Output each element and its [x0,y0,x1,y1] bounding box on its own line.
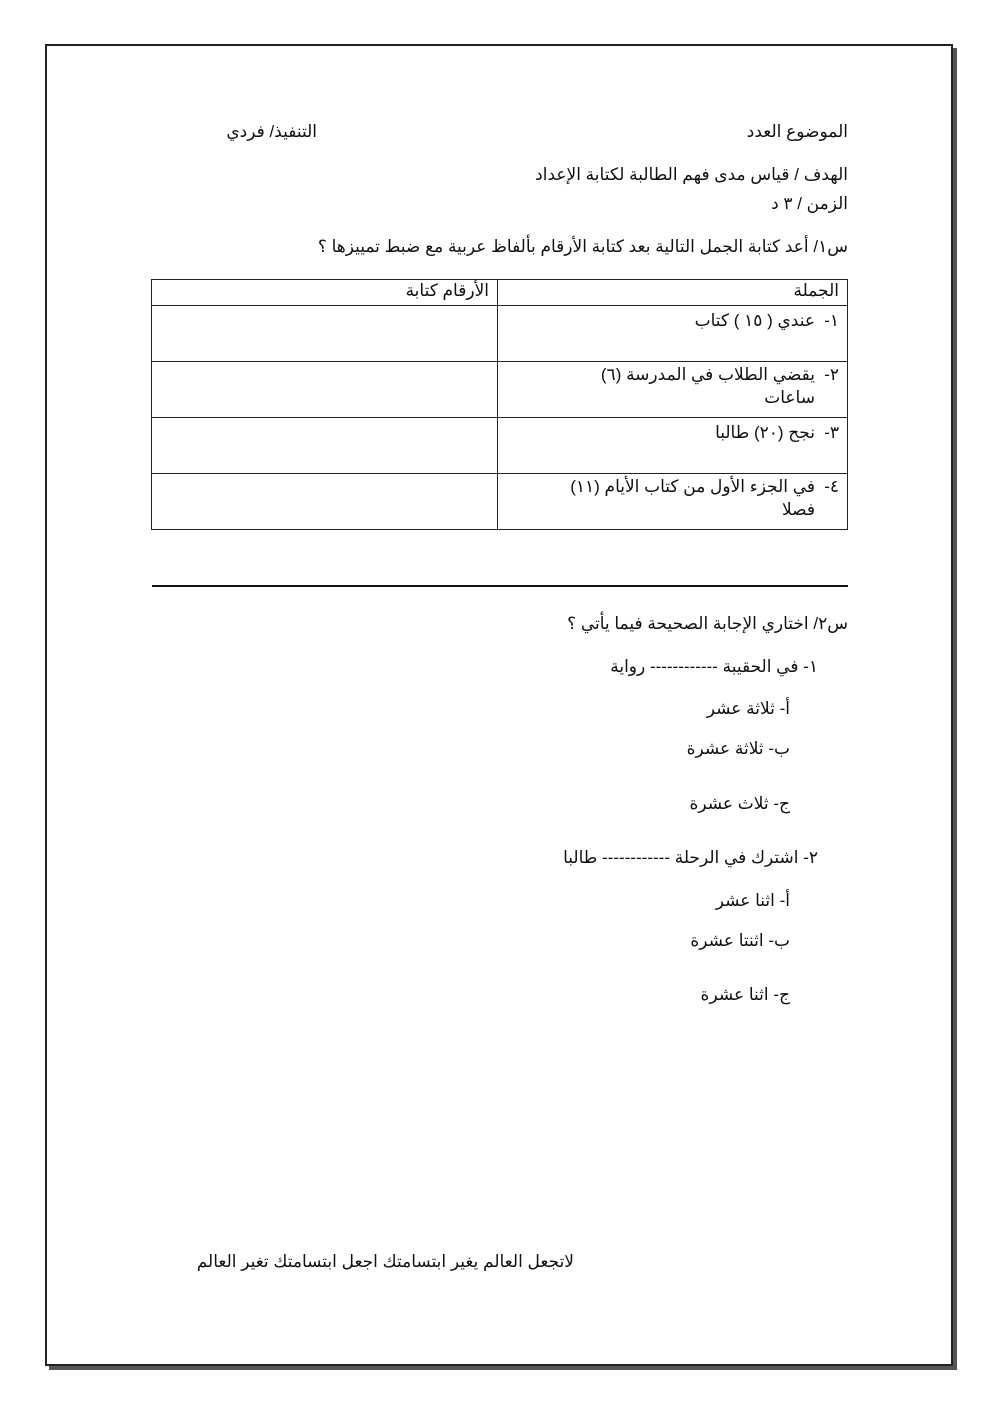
item-sentence: في الجزء الأول من كتاب الأيام (١١) فصلا [570,477,815,519]
answer-cell[interactable] [152,362,498,418]
item-number: ٢- [824,365,839,384]
choice-option[interactable]: ب- ثلاثة عشرة [686,739,790,758]
answer-cell[interactable] [152,418,498,474]
sentence-cell [498,306,848,362]
sentence-cell [498,474,848,530]
section-divider [152,585,848,587]
answers-table [151,279,848,530]
question2-item-1-stem: ١- في الحقيبة ------------ رواية [610,657,818,676]
sentence-cell [498,362,848,418]
item-number: ٣- [824,423,839,442]
item-sentence: يقضي الطلاب في المدرسة (٦) ساعات [600,365,815,407]
choice-option[interactable]: ب- اثنتا عشرة [690,931,790,950]
time-label: الزمن / ٣ د [771,194,848,213]
item-number: ٤- [824,477,839,496]
column-header-numbers: الأرقام كتابة [152,280,498,306]
table-row [152,362,848,418]
table-header-row [152,280,848,306]
choice-option[interactable]: أ- اثنا عشر [715,891,790,910]
choice-option[interactable]: أ- ثلاثة عشر [706,699,790,718]
item-sentence: نجح (٢٠) طالبا [715,423,815,442]
answer-cell[interactable] [152,474,498,530]
subject-label: الموضوع العدد [746,122,848,141]
execution-label: التنفيذ/ فردي [226,122,317,141]
question2-item-2-stem: ٢- اشترك في الرحلة ------------ طالبا [563,848,818,867]
question1-prompt: س١/ أعد كتابة الجمل التالية بعد كتابة الأرقام بألفاظ عربية مع ضبط تمييزها ؟ [317,237,848,256]
table-row [152,418,848,474]
item-number: ١- [824,311,839,330]
footer-motto: لاتجعل العالم يغير ابتسامتك اجعل ابتسامتك تغير العالم [196,1252,574,1271]
question2-prompt: س٢/ اختاري الإجابة الصحيحة فيما يأتي ؟ [567,614,848,633]
table-row [152,474,848,530]
goal-label: الهدف / قياس مدى فهم الطالبة لكتابة الإعداد [535,165,848,184]
choice-option[interactable]: ج- ثلاث عشرة [689,794,790,813]
column-header-sentence: الجملة [498,280,848,306]
table-row [152,306,848,362]
sentence-cell [498,418,848,474]
choice-option[interactable]: ج- اثنا عشرة [700,985,790,1004]
item-sentence: عندي ( ١٥ ) كتاب [694,311,815,330]
answer-cell[interactable] [152,306,498,362]
